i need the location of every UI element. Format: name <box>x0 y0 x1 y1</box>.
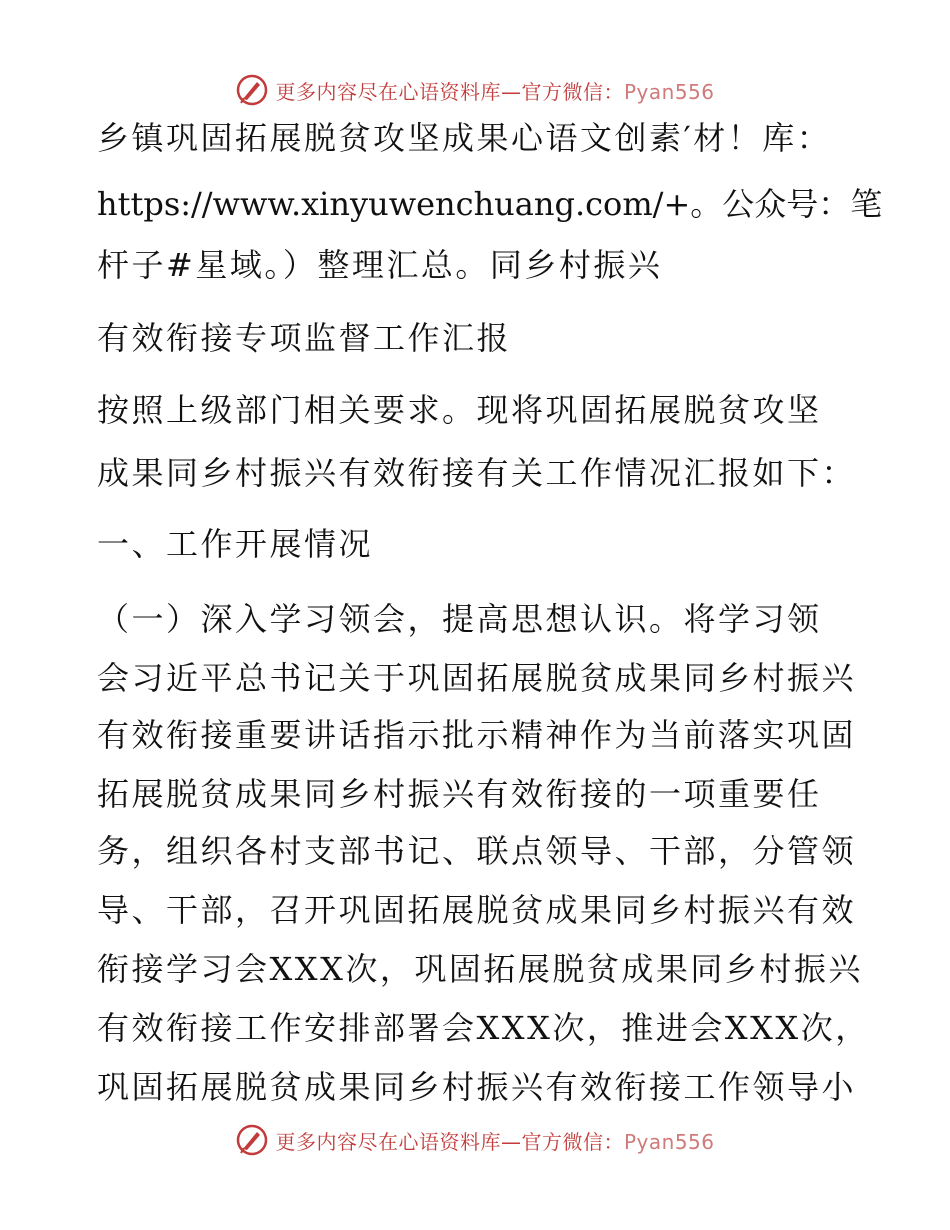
text-line: 会习近平总书记关于巩固拓展脱贫成果同乡村振兴 <box>97 659 857 697</box>
watermark-brand: 更多内容尽在心语资料库—官方微信： <box>275 1129 624 1154</box>
watermark-text <box>275 1126 714 1155</box>
text-line: 有效衔接专项监督工作汇报 <box>97 319 512 357</box>
text-line: （一）深入学习领会，提高思想认识。将学习领 <box>97 600 822 638</box>
feather-pen-logo-icon <box>235 73 269 107</box>
text-line: 杆子#星域。）整理汇总。同乡村振兴 <box>97 246 663 284</box>
section-heading: 一、工作开展情况 <box>97 525 374 563</box>
text-line: https://www.xinyuwenchuang.com/+。公众号：笔 <box>97 185 883 223</box>
watermark-text <box>275 76 714 105</box>
watermark-brand: 更多内容尽在心语资料库—官方微信： <box>275 79 624 104</box>
footer-watermark <box>0 1120 950 1160</box>
feather-pen-logo-icon <box>235 1123 269 1157</box>
text-line: 有效衔接重要讲话指示批示精神作为当前落实巩固 <box>97 716 857 754</box>
watermark-wechat-id: Pyan556 <box>623 79 715 104</box>
watermark-wechat-id: Pyan556 <box>623 1129 715 1154</box>
text-line: 按照上级部门相关要求。现将巩固拓展脱贫攻坚 <box>97 391 822 429</box>
text-line: 有效衔接工作安排部署会XXX次，推进会XXX次， <box>97 1009 870 1047</box>
text-line: 务，组织各村支部书记、联点领导、干部，分管领 <box>97 832 857 870</box>
text-line: 衔接学习会XXX次，巩固拓展脱贫成果同乡村振兴 <box>97 950 863 988</box>
text-line: 巩固拓展脱贫成果同乡村振兴有效衔接工作领导小 <box>97 1068 857 1106</box>
text-line: 导、干部，召开巩固拓展脱贫成果同乡村振兴有效 <box>97 891 857 929</box>
header-watermark <box>0 70 950 110</box>
text-line: 成果同乡村振兴有效衔接有关工作情况汇报如下： <box>97 454 857 492</box>
text-line: 拓展脱贫成果同乡村振兴有效衔接的一项重要任 <box>97 775 822 813</box>
text-line: 乡镇巩固拓展脱贫攻坚成果心语文创素′材！库： <box>97 119 832 157</box>
